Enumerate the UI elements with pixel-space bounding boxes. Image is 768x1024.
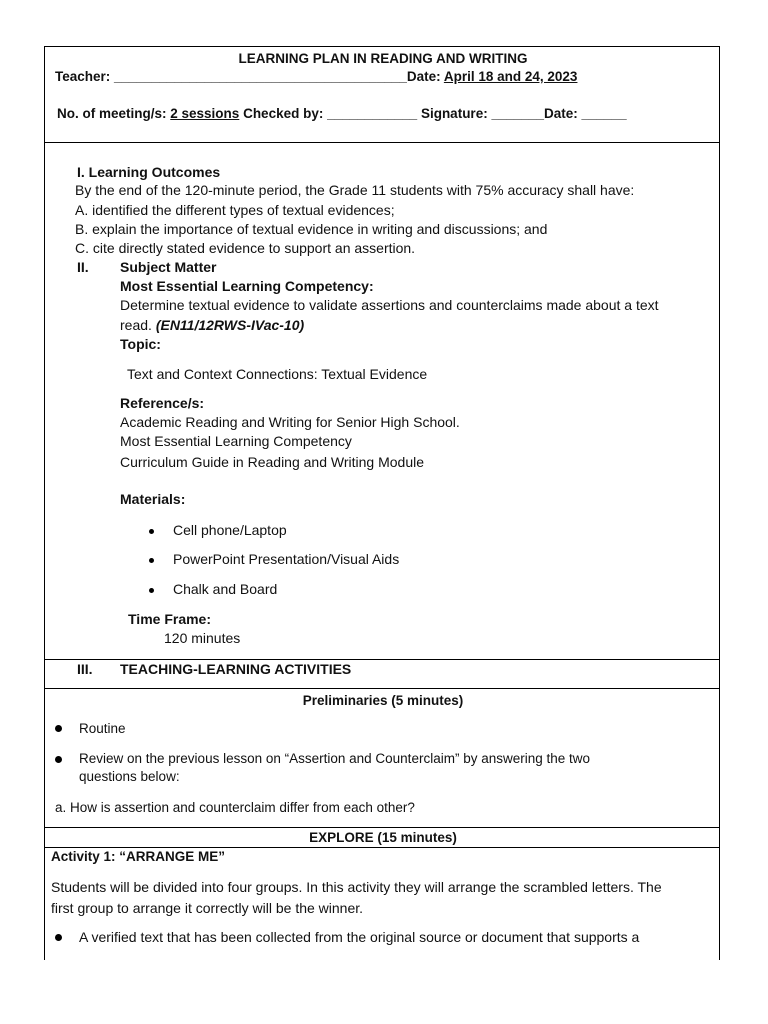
document-title: LEARNING PLAN IN READING AND WRITING [238,51,528,66]
teacher-blank: _______________________________________ [114,69,407,84]
signature-label: Signature: _______ [417,106,545,121]
section1-title: I. Learning Outcomes [77,164,221,180]
divider [45,688,719,689]
timeframe-value: 120 minutes [164,630,241,646]
materials-label: Materials: [120,491,186,507]
melc-text-line2: read. (EN11/12RWS-IVac-10) [120,317,305,333]
outcome-item: C. cite directly stated evidence to support an assertion. [75,240,416,256]
melc-text: Determine textual evidence to validate assertions and counterclaims made about a text [120,297,659,313]
meetings-line [57,106,627,121]
bullet-icon [149,588,154,593]
section3-title: TEACHING-LEARNING ACTIVITIES [120,661,352,677]
material-item: Cell phone/Laptop [173,522,287,538]
activity-description: Students will be divided into four groups. In this activity they will arrange the scrambled letters. The [51,879,662,895]
explore-title: EXPLORE (15 minutes) [309,830,457,845]
activity-description-line2: first group to arrange it correctly will be the winner. [51,900,364,916]
checked-by-label: Checked by: ____________ [239,106,418,121]
prelim-item: Review on the previous lesson on “Assertion and Counterclaim” by answering the two [79,751,591,766]
prelim-item-continued: questions below: [79,769,180,784]
section3-numeral: III. [77,661,93,677]
date-label: Date: [406,69,444,84]
date-value: April 18 and 24, 2023 [443,69,578,84]
melc-code: (EN11/12RWS-IVac-10) [155,317,305,333]
teacher-line [55,69,577,84]
learning-plan-document [44,46,720,960]
meetings-value: 2 sessions [170,106,240,121]
reference-item: Most Essential Learning Competency [120,433,352,449]
reference-item: Academic Reading and Writing for Senior High School. [120,414,460,430]
divider [45,847,719,848]
divider [45,142,719,143]
outcome-item: A. identified the different types of textual evidences; [75,202,395,218]
topic-label: Topic: [120,336,161,352]
bullet-icon [55,934,62,941]
preliminaries-title: Preliminaries (5 minutes) [302,693,464,708]
meetings-label: No. of meeting/s: [57,106,171,121]
activity-title: Activity 1: “ARRANGE ME” [51,849,226,864]
outcome-item: B. explain the importance of textual evidence in writing and discussions; and [75,221,548,237]
melc-label: Most Essential Learning Competency: [120,278,374,294]
date2-label: Date: ______ [544,106,627,121]
timeframe-label: Time Frame: [128,611,211,627]
prelim-item: Routine [79,721,126,736]
topic-value: Text and Context Connections: Textual Evidence [127,366,428,382]
activity-bullet-text: A verified text that has been collected from the original source or document that supports a [79,929,640,945]
bullet-icon [55,725,62,732]
teacher-label: Teacher: [55,69,115,84]
bullet-icon [55,756,62,763]
section2-numeral: II. [77,259,89,275]
bullet-icon [149,558,154,563]
section2-title: Subject Matter [120,259,217,275]
reference-item: Curriculum Guide in Reading and Writing Module [120,454,425,470]
review-question: a. How is assertion and counterclaim differ from each other? [55,800,415,815]
divider [45,827,719,828]
references-label: Reference/s: [120,395,205,411]
material-item: Chalk and Board [173,581,278,597]
material-item: PowerPoint Presentation/Visual Aids [173,551,400,567]
bullet-icon [149,529,154,534]
divider [45,659,719,660]
section1-intro: By the end of the 120-minute period, the Grade 11 students with 75% accuracy shall have: [75,182,635,198]
